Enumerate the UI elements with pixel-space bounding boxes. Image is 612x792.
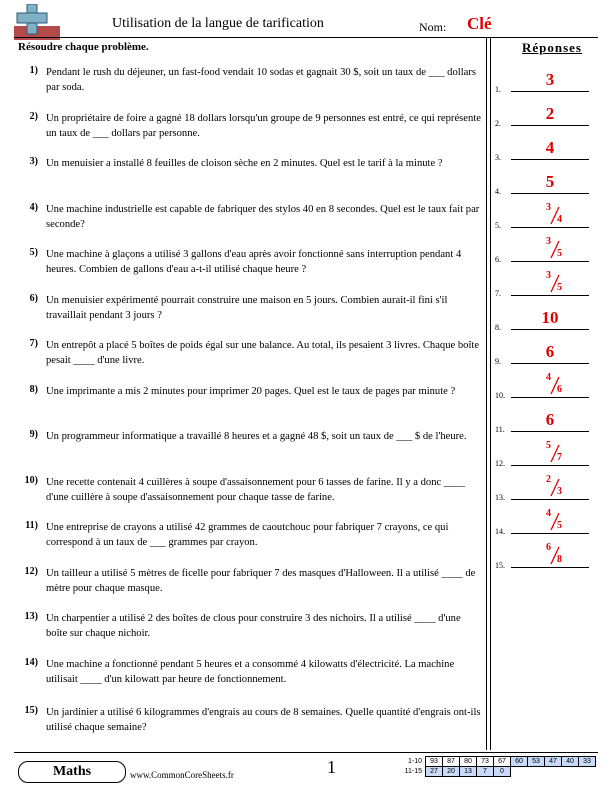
problem-text: Un tailleur a utilisé 5 mètres de ficelle pour fabriquer 7 des masques d'Halloween. Il a utilisé ____ de mètre pour chaque masque. <box>46 568 476 594</box>
answer-item <box>495 70 595 96</box>
answer-column-divider-right <box>490 38 491 750</box>
answer-number: 8. <box>495 323 501 332</box>
answer-item <box>495 104 595 130</box>
answer-number: 7. <box>495 289 501 298</box>
answer-number: 6. <box>495 255 501 264</box>
fraction-numerator: 5 <box>546 440 551 451</box>
answer-line <box>511 193 589 194</box>
score-cell: 60 <box>511 757 528 767</box>
problem-number: 4) <box>29 202 38 213</box>
problem-text: Un propriétaire de foire a gagné 18 dollars lorsqu'un groupe de 9 personnes est entré, ce qui représente un taux de ___ dollars par personne. <box>46 113 481 139</box>
problem-text: Une recette contenait 4 cuillères à soupe d'assaisonnement pour 6 tasses de farine. Il y a donc ____ d'une cuillère à soupe d'assaisonnement pour chaque tasse de farine. <box>46 477 466 503</box>
answer-item <box>495 236 595 266</box>
answer-line <box>511 295 589 296</box>
answers-title: Réponses <box>521 40 582 55</box>
page-title: Utilisation de la langue de tarification <box>112 16 324 31</box>
problem-number: 1) <box>29 65 38 76</box>
answer-line <box>511 125 589 126</box>
answer-fraction <box>545 236 567 260</box>
score-row <box>396 767 596 777</box>
score-cell: 13 <box>460 767 477 777</box>
problem-number: 11) <box>25 520 38 531</box>
fraction-numerator: 3 <box>546 270 551 281</box>
problem-number: 14) <box>24 657 38 668</box>
score-cell: 73 <box>477 757 494 767</box>
fraction-denominator: 5 <box>557 282 562 293</box>
score-cell: 0 <box>494 767 511 777</box>
problem-number: 7) <box>29 338 38 349</box>
problem-text: Un menuisier expérimenté pourrait construire une maison en 5 jours. Combien aurait-il fini s'il travaillait pendant 3 jours ? <box>46 295 448 321</box>
problem-text: Une machine industrielle est capable de fabriquer des stylos 40 en 8 secondes. Quel est le taux fait par seconde? <box>46 204 480 230</box>
fraction-slash <box>545 542 567 566</box>
fraction-slash <box>545 270 567 294</box>
problem-number: 9) <box>29 429 38 440</box>
fraction-numerator: 2 <box>546 474 551 485</box>
problem-text: Une machine a fonctionné pendant 5 heures et a consommé 4 kilowatts d'électricité. La machine utilisait ____ d'un kilowatt par heure de fonctionnement. <box>46 659 455 685</box>
score-cell: 20 <box>443 767 460 777</box>
answer-line <box>511 465 589 466</box>
fraction-slash <box>545 236 567 260</box>
fraction-denominator: 5 <box>557 520 562 531</box>
answer-fraction <box>545 270 567 294</box>
answer-line <box>511 261 589 262</box>
fraction-slash <box>545 474 567 498</box>
problem-text: Une machine à glaçons a utilisé 3 gallons d'eau après avoir fonctionné sans interruption pendant 4 heures. Combien de gallons d'eau a-t-il utilisé chaque heure ? <box>46 249 462 275</box>
answer-item <box>495 172 595 198</box>
page-number: 1 <box>327 757 336 777</box>
problem-number: 6) <box>29 293 38 304</box>
answer-line <box>511 431 589 432</box>
score-row-label: 11-15 <box>404 768 422 775</box>
problem-number: 10) <box>24 475 38 486</box>
fraction-slash <box>545 372 567 396</box>
answer-number: 9. <box>495 357 501 366</box>
score-cell: 33 <box>579 757 596 767</box>
answer-number: 12. <box>495 459 505 468</box>
answer-line <box>511 499 589 500</box>
problem-text: Un jardinier a utilisé 6 kilogrammes d'engrais au cours de 8 semaines. Quelle quantité d'engrais ont-ils utilisé chaque semaine? <box>46 707 481 733</box>
answer-item <box>495 440 595 470</box>
header-rule <box>14 37 598 38</box>
answer-line <box>511 533 589 534</box>
answer-number: 2. <box>495 119 501 128</box>
answer-number: 4. <box>495 187 501 196</box>
answer-item <box>495 410 595 436</box>
answer-line <box>511 159 589 160</box>
score-cell: 80 <box>460 757 477 767</box>
fraction-numerator: 3 <box>546 202 551 213</box>
fraction-slash <box>545 508 567 532</box>
answer-line <box>511 397 589 398</box>
answer-fraction <box>545 372 567 396</box>
instructions: Résoudre chaque problème. <box>18 41 149 53</box>
answer-fraction <box>545 542 567 566</box>
score-row <box>396 757 596 767</box>
fraction-slash <box>545 202 567 226</box>
fraction-numerator: 6 <box>546 542 551 553</box>
problem-text: Un programmeur informatique a travaillé 8 heures et a gagné 48 $, soit un taux de ___ $ de l'heure. <box>46 431 467 442</box>
problem-number: 2) <box>29 111 38 122</box>
answer-line <box>511 329 589 330</box>
answer-item <box>495 202 595 232</box>
problem-text: Pendant le rush du déjeuner, un fast-food vendait 10 sodas et gagnait 30 $, soit un taux de ___ dollars par soda. <box>46 67 477 93</box>
score-table <box>396 756 596 777</box>
answer-item <box>495 342 595 368</box>
problem-text: Une entreprise de crayons a utilisé 42 grammes de caoutchouc pour fabriquer 7 crayons, ce qui correspond à un taux de ___ grammes par crayon. <box>46 522 449 548</box>
score-cell: 27 <box>426 767 443 777</box>
fraction-slash <box>545 440 567 464</box>
answer-fraction <box>545 508 567 532</box>
score-cell: 87 <box>443 757 460 767</box>
answer-item <box>495 270 595 300</box>
site-url: www.CommonCoreSheets.fr <box>130 770 234 780</box>
answer-number: 13. <box>495 493 505 502</box>
answer-number: 15. <box>495 561 505 570</box>
problem-number: 15) <box>24 705 38 716</box>
answer-line <box>511 567 589 568</box>
score-cell: 7 <box>477 767 494 777</box>
fraction-denominator: 7 <box>557 452 562 463</box>
answer-value: 5 <box>545 172 555 191</box>
problem-number: 5) <box>29 247 38 258</box>
answer-item <box>495 308 595 334</box>
answer-item <box>495 508 595 538</box>
answer-value: 6 <box>545 342 555 361</box>
answer-number: 3. <box>495 153 501 162</box>
problem-text: Un menuisier a installé 8 feuilles de cloison sèche en 2 minutes. Quel est le tarif à la minute ? <box>46 158 443 169</box>
fraction-denominator: 6 <box>557 384 562 395</box>
answer-fraction <box>545 440 567 464</box>
fraction-denominator: 8 <box>557 554 562 565</box>
answer-value: 6 <box>545 410 555 429</box>
answer-number: 11. <box>495 425 505 434</box>
name-value: Clé <box>467 14 492 33</box>
fraction-denominator: 4 <box>557 214 562 225</box>
problem-text: Un entrepôt a placé 5 boîtes de poids égal sur une balance. Au total, ils pesaient 3 livres. Chaque boîte pesait ____ d'une livre. <box>46 340 480 366</box>
answer-fraction <box>545 202 567 226</box>
fraction-denominator: 3 <box>557 486 562 497</box>
score-cell: 93 <box>426 757 443 767</box>
answer-number: 5. <box>495 221 501 230</box>
fraction-numerator: 4 <box>546 508 551 519</box>
answer-number: 14. <box>495 527 505 536</box>
fraction-numerator: 4 <box>546 372 551 383</box>
problem-number: 12) <box>24 566 38 577</box>
answer-number: 1. <box>495 85 501 94</box>
score-cell: 47 <box>545 757 562 767</box>
answer-item <box>495 542 595 572</box>
fraction-numerator: 3 <box>546 236 551 247</box>
answer-item <box>495 138 595 164</box>
fraction-denominator: 5 <box>557 248 562 259</box>
answer-column-divider-left <box>486 38 487 750</box>
subject-badge: Maths <box>18 761 126 783</box>
answer-value: 3 <box>545 70 555 89</box>
answer-value: 10 <box>541 308 559 327</box>
problem-number: 8) <box>29 384 38 395</box>
problem-text: Un charpentier a utilisé 2 des boîtes de clous pour construire 3 des nichoirs. Il a utilisé ____ d'une boîte sur chaque nichoir. <box>46 613 461 639</box>
problem-text: Une imprimante a mis 2 minutes pour imprimer 20 pages. Quel est le taux de pages par minute ? <box>46 386 456 397</box>
score-cell: 53 <box>528 757 545 767</box>
answer-value: 2 <box>545 104 555 123</box>
score-row-label: 1-10 <box>407 758 422 765</box>
answer-line <box>511 227 589 228</box>
answer-item <box>495 372 595 402</box>
answer-number: 10. <box>495 391 505 400</box>
problem-number: 13) <box>24 611 38 622</box>
answer-fraction <box>545 474 567 498</box>
answer-item <box>495 474 595 504</box>
score-cell: 67 <box>494 757 511 767</box>
name-label: Nom: <box>419 20 447 34</box>
answer-line <box>511 91 589 92</box>
answer-value: 4 <box>545 138 555 157</box>
answer-line <box>511 363 589 364</box>
footer-rule <box>14 752 598 753</box>
score-cell: 40 <box>562 757 579 767</box>
problem-number: 3) <box>29 156 38 167</box>
